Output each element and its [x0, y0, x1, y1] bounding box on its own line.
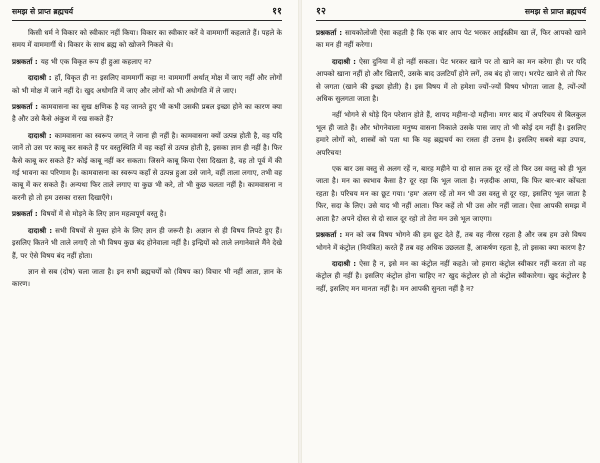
speaker-label: दादाश्री :: [332, 56, 356, 66]
paragraph: [316, 229, 586, 254]
left-page-header: [12, 6, 282, 21]
paragraph: [12, 208, 282, 220]
right-page-number: १२: [316, 6, 326, 17]
paragraph-text: नहीं भोगने से थोड़े दिन परेशान होते हैं, शायद महीना-दो महीना। मगर बाद में अपरिचय से बिलकुल भूल ही जाते हैं। और भोगनेवाला मनुष्य वासना निकाले उसके पास जाए तो भी कोई दम नहीं है। इसलिए हमारे लोगों को, शास्त्रों को पता था कि यह ब्रह्मचर्य का रास्ता ही उत्तम है। इसलिए सबसे बड़ा उपाय, अपरिचय!: [316, 110, 586, 157]
paragraph: [316, 258, 586, 295]
paragraph-text: विषयों में से मोड़ने के लिए ज्ञान महत्वपूर्ण वस्तु है।: [40, 209, 167, 219]
speaker-label: दादाश्री :: [28, 225, 53, 235]
paragraph: [316, 56, 586, 106]
paragraph-text: किसी धर्म ने विकार को स्वीकार नहीं किया। विकार का स्वीकार करें वे वाममार्गी कहलाते हैं। पहले के समय में वाममार्गी थे। विकार के साथ ब्रह्म को खोजने निकले थे।: [12, 28, 282, 50]
book-gutter: [298, 0, 302, 463]
paragraph-text: मन को जब विषय भोगने की हम छूट देते हैं, तब वह नीरस रहता है और जब हम उसे विषय भोगने में कंट्रोल (नियंत्रित) करते हैं तब वह अधिक उछलता हैं, आकर्षण रहता है, तो इसका क्या कारण है?: [316, 230, 587, 252]
paragraph: [316, 109, 586, 159]
left-page: [6, 0, 288, 463]
paragraph: [12, 72, 282, 97]
speaker-label: प्रश्नकर्ता :: [316, 230, 343, 240]
left-page-number: ११: [272, 6, 282, 17]
paragraph-text: हाँ, विकृत ही न! इसलिए वाममार्गी कहा न! वाममार्गी अर्थात् मोक्ष में जाए नहीं और लोगों को भी मोक्ष में जाने नहीं दे। खुद अधोगति में जाए और लोगों को भी अधोगति में ले जाए।: [12, 73, 282, 95]
left-page-body: [12, 27, 282, 291]
paragraph-text: ऐसा है न, इसे मन का कंट्रोल नहीं कहते। जो हमारा कंट्रोल स्वीकार नहीं करता तो वह कंट्रोल ही नहीं है। इसलिए कंट्रोल होना चाहिए न? खुद कंट्रोलर हो तो कंट्रोल स्वीकारेगा। खुद कंट्रोलर है नहीं, इसलिए मन मानता नहीं है। मन आपकी सुनता नहीं है न?: [316, 258, 587, 293]
paragraph-text: यह भी एक विकृत रूप ही हुआ कहलाए न?: [40, 56, 152, 66]
paragraph: [12, 27, 282, 52]
speaker-label: दादाश्री :: [28, 130, 52, 140]
right-page: [310, 0, 592, 463]
paragraph-text: सायकोलोजी ऐसा कहती है कि एक बार आप पेट भरकर आईस्क्रीम खा लें, फिर आपको खाने का मन ही नहीं करेगा।: [316, 28, 586, 50]
right-page-body: [316, 27, 586, 295]
speaker-label: दादाश्री :: [28, 73, 52, 83]
speaker-label: प्रश्नकर्ता :: [12, 102, 38, 112]
speaker-label: प्रश्नकर्ता :: [12, 56, 38, 66]
paragraph: [12, 101, 282, 126]
paragraph-text: ऐसा दुनिया में हो नहीं सकता। पेट भरकर खाने पर तो खाने का मन करेगा ही। पर यदि आपको खाना नहीं हो और खिलाएँ, उसके बाद उलटियाँ होने लगें, तब बंद हो जाए। भरपेट खाने से तो फिर से जगता (खाने की इच्छा होती) है। इस विषय में तो हमेशा ज्यों-ज्यों विषय भोगता जाता है, त्यों-त्यों अधिक सुलगता जाता है।: [316, 56, 586, 104]
paragraph: [12, 266, 282, 291]
speaker-label: दादाश्री :: [332, 258, 357, 268]
speaker-label: प्रश्नकर्ता :: [12, 209, 38, 219]
paragraph-text: एक बार उस वस्तु से अलग रहें न, बारह महीने या दो साल तक दूर रहें तो फिर उस वस्तु को ही भूल जाता है। मन का स्वभाव कैसा है? दूर रहा कि भूल जाता है। नज़दीक आया, कि फिर बार-बार कोंचता रहता है। परिचय मन का छूट गया। 'हम' अलग रहें तो मन भी उस वस्तु से दूर रहा, इसलिए भूल जाता है फिर, सदा के लिए। उसे याद भी नहीं आता। फिर कहें तो भी उस ओर नहीं जाता। ऐसा आपकी समझ में आता है? अपने दोस्त से दो साल दूर रहो तो तेरा मन उसे भूल जाएगा।: [316, 164, 586, 223]
speaker-label: प्रश्नकर्ता :: [316, 28, 343, 37]
paragraph: [316, 163, 586, 225]
paragraph-text: कामवासना का स्वरूप जगत् ने जाना ही नहीं है। कामवासना क्यों उत्पन्न होती है, वह यदि जानें तो उस पर काबू कर सकते हैं पर वस्तुस्थिति में वह कहाँ से उत्पन्न होती है, इसका ज्ञान ही नहीं है। फिर कैसे काबू कर सकते हैं? कोई काबू नहीं कर सकता। जिसने काबू किया ऐसा दिखता है, वह तो पूर्व में की गई भावना का परिणाम है। कामवासना का स्वरूप कहाँ से उत्पन्न हुआ उसे जाने, वहीं ताला लगाए, तभी वह काबू में कर सकते हैं। अन्यथा फिर ताले लगाए या कुछ भी करे, तो भी कुछ चलता नहीं है। कामवासना न करनी हो तो हम उसका रास्ता दिखाएँगे।: [12, 130, 282, 202]
right-page-header-title: समझ से प्राप्त ब्रह्मचर्य: [524, 7, 586, 16]
paragraph-text: सभी विषयों से मुक्त होने के लिए ज्ञान ही जरूरी है। अज्ञान से ही विषय लिपटे हुए हैं। इसलिए कितने भी ताले लगाएँ तो भी विषय कुछ बंद होनेवाला नहीं है। इन्द्रियों को ताले लगानेवाले मैंने देखे हैं, पर ऐसे विषय बंद नहीं होता।: [12, 225, 283, 260]
left-page-header-title: समझ से प्राप्त ब्रह्मचर्य: [12, 7, 74, 16]
paragraph: [12, 130, 282, 204]
paragraph-text: ज्ञान से सब (दोष) चला जाता है। इन सभी ब्रह्मचर्यों को (विषय का) विचार भी नहीं आता, ज्ञान के कारण।: [12, 266, 282, 289]
paragraph: [316, 27, 586, 52]
paragraph: [12, 225, 282, 262]
paragraph: [12, 56, 282, 68]
right-page-header: [316, 6, 586, 21]
paragraph-text: कामवासना का सुख क्षणिक है यह जानते हुए भी कभी उसकी प्रबल इच्छा होने का कारण क्या है और उसे कैसे अंकुश में रख सकते हैं?: [12, 102, 282, 124]
